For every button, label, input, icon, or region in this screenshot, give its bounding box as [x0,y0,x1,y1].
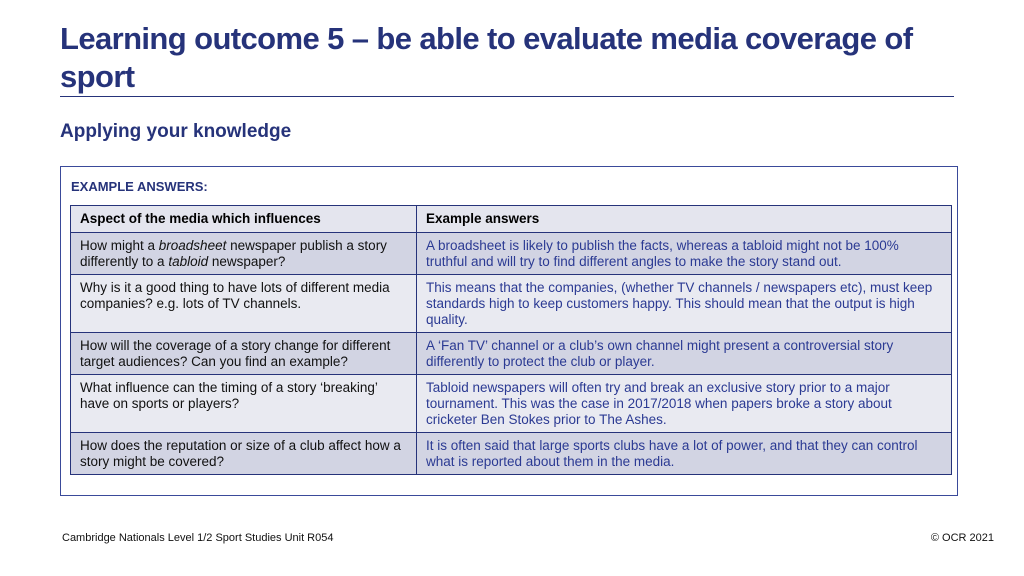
footer-copyright: © OCR 2021 [930,532,994,544]
table-row [71,275,952,333]
footer-course-name: Cambridge Nationals Level 1/2 Sport Studies Unit R054 [62,532,334,544]
table-row [71,375,952,433]
page-title: Learning outcome 5 – be able to evaluate media coverage of sport [60,21,913,94]
title-divider [60,96,954,97]
answer-cell: A ‘Fan TV’ channel or a club’s own channel might present a controversial story differently to protect the club or player. [417,333,952,375]
table-row [71,433,952,475]
table-row [71,233,952,275]
answer-cell: It is often said that large sports clubs have a lot of power, and that they can control what is reported about them in the media. [417,433,952,475]
question-emphasis: tabloid [168,254,209,269]
question-cell [71,333,417,375]
answers-table [70,205,952,475]
answer-cell: This means that the companies, (whether TV channels / newspapers etc), must keep standards high to keep customers happy. This should mean that the output is high quality. [417,275,952,333]
question-emphasis: broadsheet [158,238,227,253]
question-text: newspaper publish a story differently to a [80,238,387,269]
table-header-row [71,206,952,233]
answer-cell: A broadsheet is likely to publish the facts, whereas a tabloid might not be 100% truthful and will try to find different angles to make the story stand out. [417,233,952,275]
panel-label: EXAMPLE ANSWERS: [71,179,208,194]
question-cell [71,233,417,275]
section-subtitle: Applying your knowledge [60,121,292,142]
question-text: newspaper? [208,254,286,269]
column-header-aspect: Aspect of the media which influences [71,206,417,233]
table-row [71,333,952,375]
question-text: How will the coverage of a story change for different target audiences? Can you find an example? [80,338,391,369]
question-text: How does the reputation or size of a club affect how a story might be covered? [80,438,401,469]
question-cell [71,433,417,475]
column-header-answers: Example answers [417,206,952,233]
example-answers-panel [60,166,958,496]
question-cell [71,375,417,433]
question-text: What influence can the timing of a story ‘breaking’ have on sports or players? [80,380,378,411]
question-text: How might a [80,238,159,253]
question-text: Why is it a good thing to have lots of different media companies? e.g. lots of TV channels. [80,280,390,311]
question-cell [71,275,417,333]
answer-cell: Tabloid newspapers will often try and break an exclusive story prior to a major tournament. This was the case in 2017/2018 when papers broke a story about cricketer Ben Stokes prior to The Ashes. [417,375,952,433]
